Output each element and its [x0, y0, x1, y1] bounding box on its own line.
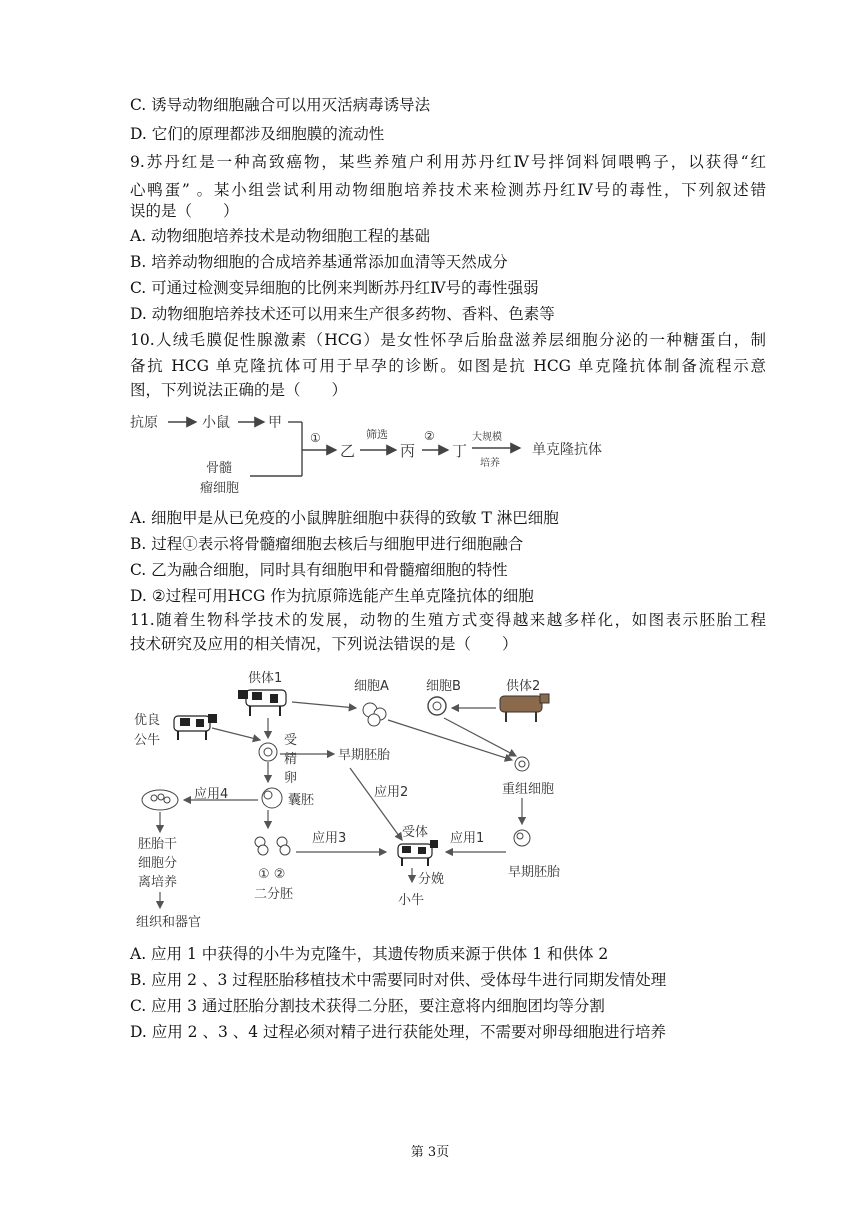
fig11-recomb: 重组细胞: [502, 782, 555, 797]
early-embryo-icon: [514, 830, 530, 846]
blastocyst-icon: [262, 788, 282, 808]
cow-donor2-icon: [500, 694, 549, 722]
twin-embryo-icon: [255, 837, 290, 855]
fig10-screen: 筛选: [366, 428, 388, 441]
fig11-tissue: 组织和器官: [136, 915, 202, 930]
fig11-blast: 囊胚: [288, 793, 315, 808]
fig11-app1: 应用1: [450, 831, 485, 846]
fig10-bone-line2: 瘤细胞: [200, 481, 240, 496]
q9-option-d: D. 动物细胞培养技术还可以用来生产很多药物、香料、色素等: [130, 305, 555, 323]
fig11-stem-line1: 胚胎干: [138, 837, 178, 852]
cow-donor1-icon: [238, 690, 286, 716]
q10-option-b: B. 过程①表示将骨髓瘤细胞去核后与细胞甲进行细胞融合: [130, 535, 524, 553]
fig11-donor1: 供体1: [248, 671, 283, 686]
recipient-cow-icon: [398, 840, 438, 866]
arrow-bull-to-egg: [212, 728, 260, 740]
fig11-bull-line1: 优良: [134, 713, 161, 728]
q11-option-d: D. 应用 2 、3 、4 过程必须对精子进行获能处理，不需要对卵母细胞进行培养: [130, 1023, 667, 1041]
fig11-fert2: 精: [284, 752, 298, 767]
fig11-app3: 应用3: [312, 831, 347, 846]
fig10-large: 大规模: [472, 432, 502, 443]
q11-option-b: B. 应用 2 、3 过程胚胎移植技术中需要同时对供、受体母牛进行同期发情处理: [130, 971, 667, 989]
recombinant-cell-icon: [515, 757, 529, 771]
q11-stem-line1: 11.随着生物科学技术的发展，动物的生殖方式变得越来越多样化，如图表示胚胎工程: [130, 611, 766, 629]
fig10-step1: ①: [310, 431, 321, 445]
fig11-twin: 二分胚: [254, 887, 294, 902]
fig11-calf: 小牛: [398, 893, 425, 908]
fig11-halves: ① ②: [258, 867, 286, 882]
fig11-stem-line3: 离培养: [138, 875, 178, 890]
q10-option-a: A. 细胞甲是从已免疫的小鼠脾脏细胞中获得的致敏 T 淋巴细胞: [130, 509, 559, 527]
fig10-ding: 丁: [452, 442, 468, 460]
fig10-bone-line1: 骨髓: [206, 461, 233, 476]
q9-stem-line3: 误的是（ ）: [130, 202, 239, 220]
arrow-donor1-to-cellA: [292, 702, 356, 708]
q9-stem-line2: 心鸭蛋” 。某小组尝试利用动物细胞培养技术来检测苏丹红Ⅳ号的毒性，下列叙述错: [130, 181, 766, 199]
fig11-stem-line2: 细胞分: [138, 856, 178, 871]
arrow-cellA-to-recomb: [388, 720, 512, 760]
q10-stem-line3: 图，下列说法正确的是（ ）: [130, 381, 348, 399]
q9-option-b: B. 培养动物细胞的合成培养基通常添加血清等天然成分: [130, 253, 508, 271]
q9-stem-line1: 9.苏丹红是一种高致癌物，某些养殖户利用苏丹红Ⅳ号拌饲料饲喂鸭子，以获得“红: [130, 153, 766, 171]
fig11-recipient: 受体: [402, 825, 429, 840]
fig11-cellB: 细胞B: [426, 679, 461, 694]
fig11-app2: 应用2: [374, 785, 409, 800]
fig10-mouse: 小鼠: [202, 415, 230, 431]
arrow-early-to-recipient: [350, 768, 402, 840]
cell-a-icon: [363, 703, 386, 726]
fig10-step2: ②: [424, 429, 435, 443]
q11-option-c: C. 应用 3 通过胚胎分割技术获得二分胚，要注意将内细胞团均等分割: [130, 997, 605, 1015]
hybridoma-flow-diagram: [130, 402, 630, 502]
fig10-jia: 甲: [268, 415, 282, 431]
fig10-yi: 乙: [340, 442, 356, 460]
fig11-cellA: 细胞A: [354, 679, 389, 694]
fig11-fert3: 卵: [284, 771, 298, 786]
fig10-antigen: 抗原: [130, 415, 158, 431]
q8-option-c: C. 诱导动物细胞融合可以用灭活病毒诱导法: [130, 96, 431, 114]
q10-stem-line2: 备抗 HCG 单克隆抗体可用于早孕的诊断。如图是抗 HCG 单克隆抗体制备流程示意: [130, 357, 766, 375]
q10-option-d: D. ②过程可用HCG 作为抗原筛选能产生单克隆抗体的细胞: [130, 587, 534, 605]
fig11-app4: 应用4: [194, 787, 229, 802]
fig11-bull-line2: 公牛: [134, 733, 161, 748]
q8-option-d: D. 它们的原理都涉及细胞膜的流动性: [130, 125, 385, 143]
fertilized-egg-icon: [259, 743, 277, 761]
embryo-engineering-diagram: [130, 664, 580, 936]
bull-icon: [174, 714, 217, 740]
fig11-fert1: 受: [284, 733, 298, 748]
fig10-mab: 单克隆抗体: [532, 442, 602, 458]
fig11-donor2: 供体2: [506, 679, 541, 694]
q11-option-a: A. 应用 1 中获得的小牛为克隆牛，其遗传物质来源于供体 1 和供体 2: [130, 945, 609, 963]
fig10-culture: 培养: [480, 458, 500, 469]
cell-b-icon: [428, 697, 446, 715]
fig10-bing: 丙: [400, 442, 416, 460]
fig11-early1: 早期胚胎: [338, 748, 391, 763]
q9-option-c: C. 可通过检测变异细胞的比例来判断苏丹红Ⅳ号的毒性强弱: [130, 279, 539, 297]
fig11-early2: 早期胚胎: [508, 865, 561, 880]
page-number: 第 3页: [410, 1145, 450, 1160]
q10-stem-line1: 10.人绒毛膜促性腺激素（HCG）是女性怀孕后胎盘滋养层细胞分泌的一种糖蛋白，制: [130, 331, 766, 349]
fig11-birth: 分娩: [418, 872, 445, 887]
petri-dish-icon: [142, 790, 178, 810]
q11-stem-line2: 技术研究及应用的相关情况，下列说法错误的是（ ）: [130, 635, 518, 653]
q9-option-a: A. 动物细胞培养技术是动物细胞工程的基础: [130, 227, 431, 245]
q10-option-c: C. 乙为融合细胞，同时具有细胞甲和骨髓瘤细胞的特性: [130, 561, 508, 579]
